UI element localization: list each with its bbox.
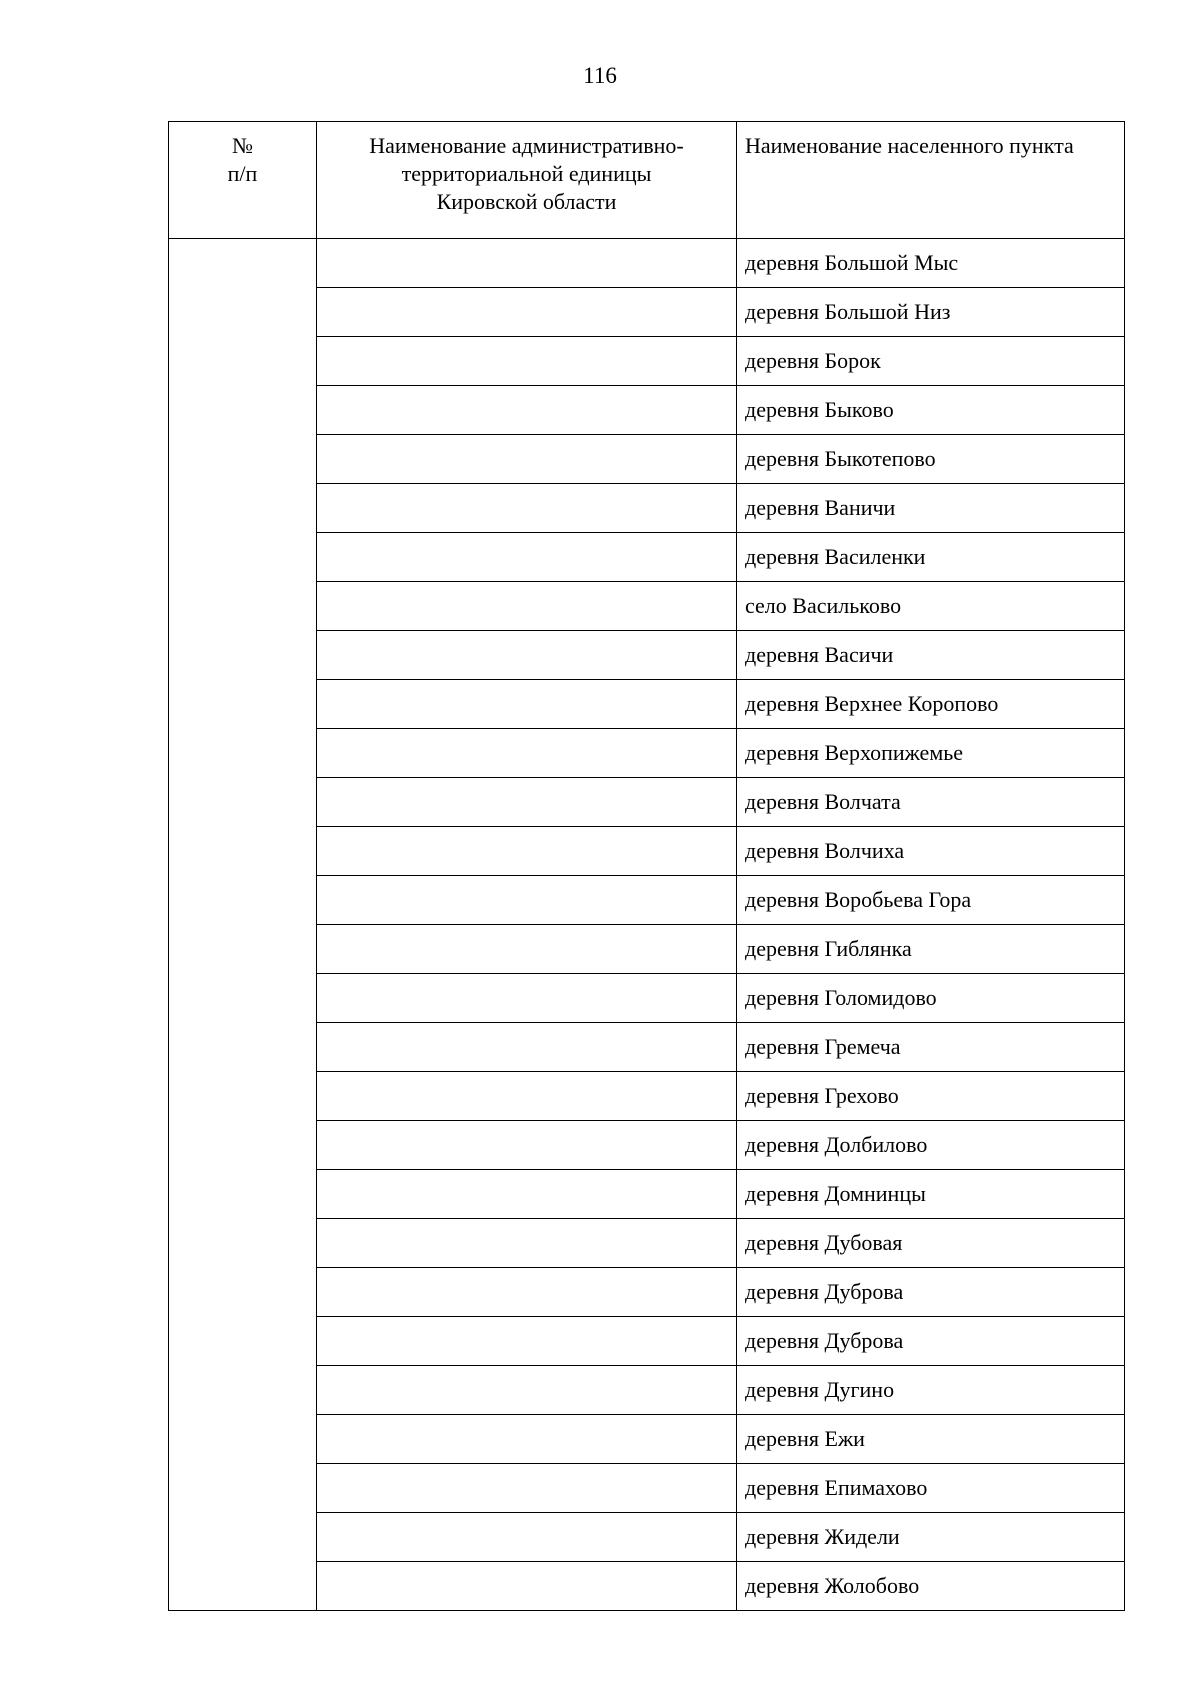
- table-header-row: [169, 122, 1125, 239]
- admin-unit-cell: [317, 533, 737, 582]
- admin-unit-cell: [317, 1023, 737, 1072]
- admin-unit-cell: [317, 1513, 737, 1562]
- header-number-line1: №: [232, 133, 253, 158]
- header-admin-unit-line1: Наименование административно-: [369, 133, 684, 158]
- header-admin-unit-line2: территориальной единицы: [401, 161, 652, 186]
- admin-unit-cell: [317, 631, 737, 680]
- locality-cell: деревня Волчиха: [737, 827, 1125, 876]
- admin-unit-cell: [317, 386, 737, 435]
- locality-cell: деревня Гремеча: [737, 1023, 1125, 1072]
- admin-unit-cell: [317, 1415, 737, 1464]
- header-number-line2: п/п: [227, 161, 258, 186]
- locality-cell: деревня Гиблянка: [737, 925, 1125, 974]
- locality-cell: деревня Епимахово: [737, 1464, 1125, 1513]
- admin-unit-cell: [317, 778, 737, 827]
- locality-cell: деревня Быкотепово: [737, 435, 1125, 484]
- locality-cell: деревня Дубовая: [737, 1219, 1125, 1268]
- locality-cell: деревня Борок: [737, 337, 1125, 386]
- locality-cell: деревня Жолобово: [737, 1562, 1125, 1611]
- admin-unit-cell: [317, 484, 737, 533]
- locality-cell: деревня Ежи: [737, 1415, 1125, 1464]
- locality-cell: деревня Дугино: [737, 1366, 1125, 1415]
- admin-unit-cell: [317, 729, 737, 778]
- admin-unit-cell: [317, 1268, 737, 1317]
- admin-unit-cell: [317, 1464, 737, 1513]
- locality-cell: деревня Грехово: [737, 1072, 1125, 1121]
- admin-unit-cell: [317, 1219, 737, 1268]
- header-admin-unit: [317, 122, 737, 239]
- admin-unit-cell: [317, 1562, 737, 1611]
- admin-unit-cell: [317, 827, 737, 876]
- admin-unit-cell: [317, 876, 737, 925]
- admin-unit-cell: [317, 1366, 737, 1415]
- locality-cell: деревня Домнинцы: [737, 1170, 1125, 1219]
- number-cell: [169, 239, 317, 1611]
- locality-cell: село Васильково: [737, 582, 1125, 631]
- admin-unit-cell: [317, 1072, 737, 1121]
- locality-cell: деревня Ваничи: [737, 484, 1125, 533]
- admin-unit-cell: [317, 435, 737, 484]
- locality-cell: деревня Большой Мыс: [737, 239, 1125, 288]
- admin-unit-cell: [317, 582, 737, 631]
- page-number: 116: [583, 63, 617, 88]
- admin-unit-cell: [317, 974, 737, 1023]
- admin-unit-cell: [317, 288, 737, 337]
- header-locality: Наименование населенного пункта: [737, 122, 1125, 239]
- admin-unit-cell: [317, 1170, 737, 1219]
- admin-unit-cell: [317, 1121, 737, 1170]
- locality-cell: деревня Дуброва: [737, 1268, 1125, 1317]
- admin-unit-cell: [317, 1317, 737, 1366]
- locality-cell: деревня Большой Низ: [737, 288, 1125, 337]
- locality-cell: деревня Волчата: [737, 778, 1125, 827]
- table-body: [169, 239, 1125, 1611]
- locality-cell: деревня Голомидово: [737, 974, 1125, 1023]
- locality-cell: деревня Дуброва: [737, 1317, 1125, 1366]
- table-row: [169, 239, 1125, 288]
- locality-cell: деревня Долбилово: [737, 1121, 1125, 1170]
- admin-unit-cell: [317, 239, 737, 288]
- header-number: [169, 122, 317, 239]
- header-admin-unit-line3: Кировской области: [436, 189, 617, 214]
- localities-table: [168, 121, 1125, 1611]
- locality-cell: деревня Жидели: [737, 1513, 1125, 1562]
- locality-cell: деревня Васичи: [737, 631, 1125, 680]
- admin-unit-cell: [317, 337, 737, 386]
- locality-cell: деревня Верхопижемье: [737, 729, 1125, 778]
- locality-cell: деревня Быково: [737, 386, 1125, 435]
- locality-cell: деревня Василенки: [737, 533, 1125, 582]
- admin-unit-cell: [317, 680, 737, 729]
- locality-cell: деревня Верхнее Коропово: [737, 680, 1125, 729]
- locality-cell: деревня Воробьева Гора: [737, 876, 1125, 925]
- admin-unit-cell: [317, 925, 737, 974]
